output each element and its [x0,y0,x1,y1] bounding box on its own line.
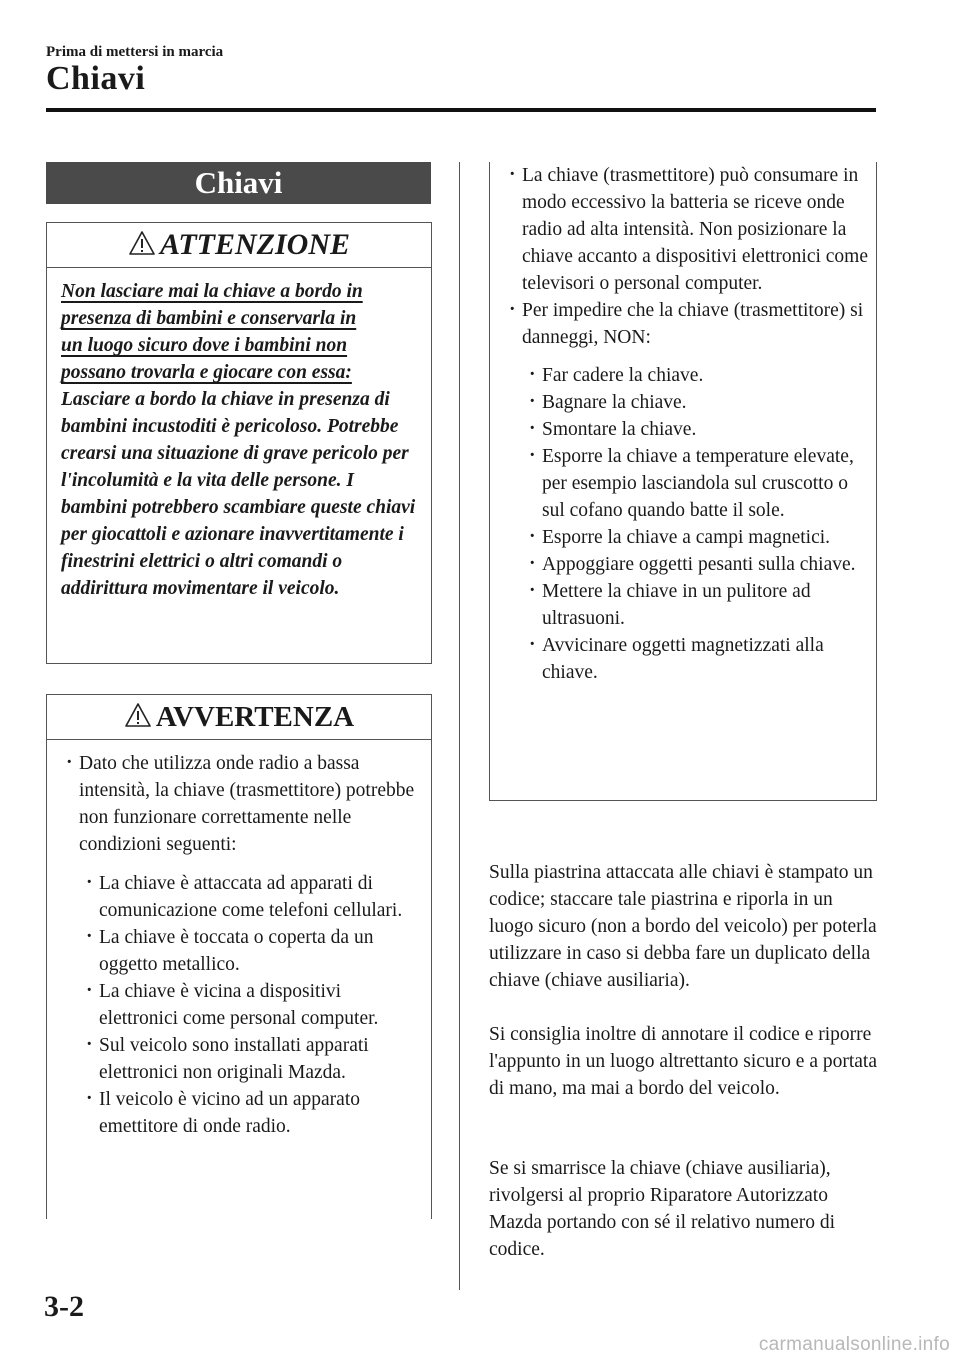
list-item: · Smontare la chiave. [542,416,862,443]
avvertenza-box [46,694,432,1219]
list-item: · Il veicolo è vicino ad un apparato emettitore di onde radio. [99,1086,417,1140]
list-item: · Dato che utilizza onde radio a bassa intensità, la chiave (trasmettitore) potrebbe non funzionare correttamente nelle condizioni seguenti: [79,750,415,858]
conditions-list [47,858,417,1140]
avvertenza-continued-list [490,162,868,351]
list-item: · Per impedire che la chiave (trasmettitore) si danneggi, NON: [522,297,868,351]
warning-icon [128,230,156,256]
list-item: · Avvicinare oggetti magnetizzati alla chiave. [542,632,862,686]
watermark: carmanualsonline.info [758,1334,950,1355]
list-item: · Esporre la chiave a campi magnetici. [542,524,862,551]
paragraph: Se si smarrisce la chiave (chiave ausiliaria), rivolgersi al proprio Riparatore Autorizzato Mazda portando con sé il relativo numero di codice. [489,1158,836,1260]
avvertenza-continued-box [489,162,877,801]
paragraph: Sulla piastrina attaccata alle chiavi è stampato un codice; staccare tale piastrina e riporla in un luogo sicuro (non a bordo del veicolo) per poterla utilizzare in caso si debba fare un duplicato della chiave (chiave ausiliaria). [489,862,877,991]
list-item: · La chiave è toccata o coperta da un oggetto metallico. [99,924,417,978]
attenzione-box [46,222,432,664]
chapter-title: Chiavi [46,60,146,97]
list-item: · Bagnare la chiave. [542,389,862,416]
attenzione-underlined-line: Non lasciare mai la chiave a bordo in [61,281,363,302]
attenzione-text: Lasciare a bordo la chiave in presenza di bambini incustoditi è pericoloso. Potrebbe crearsi una situazione di grave pericolo per l'incolumità e la vita delle persone. I bambini potrebbero scambiare queste chiavi per giocattoli e azionare inavvertitamente i finestrini elettrici o altri comandi o addirittura movimentare il veicolo. [61,389,416,599]
warning-icon [124,702,152,728]
list-item: · Sul veicolo sono installati apparati elettronici non originali Mazda. [99,1032,417,1086]
attenzione-title: ATTENZIONE [159,228,351,261]
attenzione-underlined-line: un luogo sicuro dove i bambini non [61,335,348,356]
attenzione-body [47,268,431,602]
list-item: · Mettere la chiave in un pulitore ad ultrasuoni. [542,578,862,632]
list-item: · Esporre la chiave a temperature elevate, per esempio lasciandola sul cruscotto o sul cofano quando batte il sole. [542,443,862,524]
avvertenza-list [47,740,415,858]
attenzione-underlined-line: presenza di bambini e conservarla in [61,308,357,329]
attenzione-underlined-line: possano trovarla e giocare con essa: [61,362,352,383]
section-title: Chiavi [46,162,431,204]
dont-list [490,351,862,686]
avvertenza-title: AVVERTENZA [155,700,355,733]
attenzione-header [47,223,431,268]
list-item: · La chiave (trasmettitore) può consumare in modo eccessivo la batteria se riceve onde radio ad alta intensità. Non posizionare la chiave accanto a dispositivi elettronici come televisori o personal computer. [522,162,868,297]
list-item: · Appoggiare oggetti pesanti sulla chiave. [542,551,862,578]
list-item: · La chiave è vicina a dispositivi elettronici come personal computer. [99,978,417,1032]
list-item: · Far cadere la chiave. [542,362,862,389]
page-number: 3-2 [44,1290,84,1323]
header-rule [46,108,876,112]
avvertenza-header [47,695,431,740]
column-divider [459,162,460,1290]
list-item: · La chiave è attaccata ad apparati di comunicazione come telefoni cellulari. [99,870,417,924]
paragraph: Si consiglia inoltre di annotare il codice e riporre l'appunto in un luogo altrettanto sicuro e a portata di mano, ma mai a bordo del veicolo. [489,1024,877,1099]
breadcrumb: Prima di mettersi in marcia [46,44,224,60]
